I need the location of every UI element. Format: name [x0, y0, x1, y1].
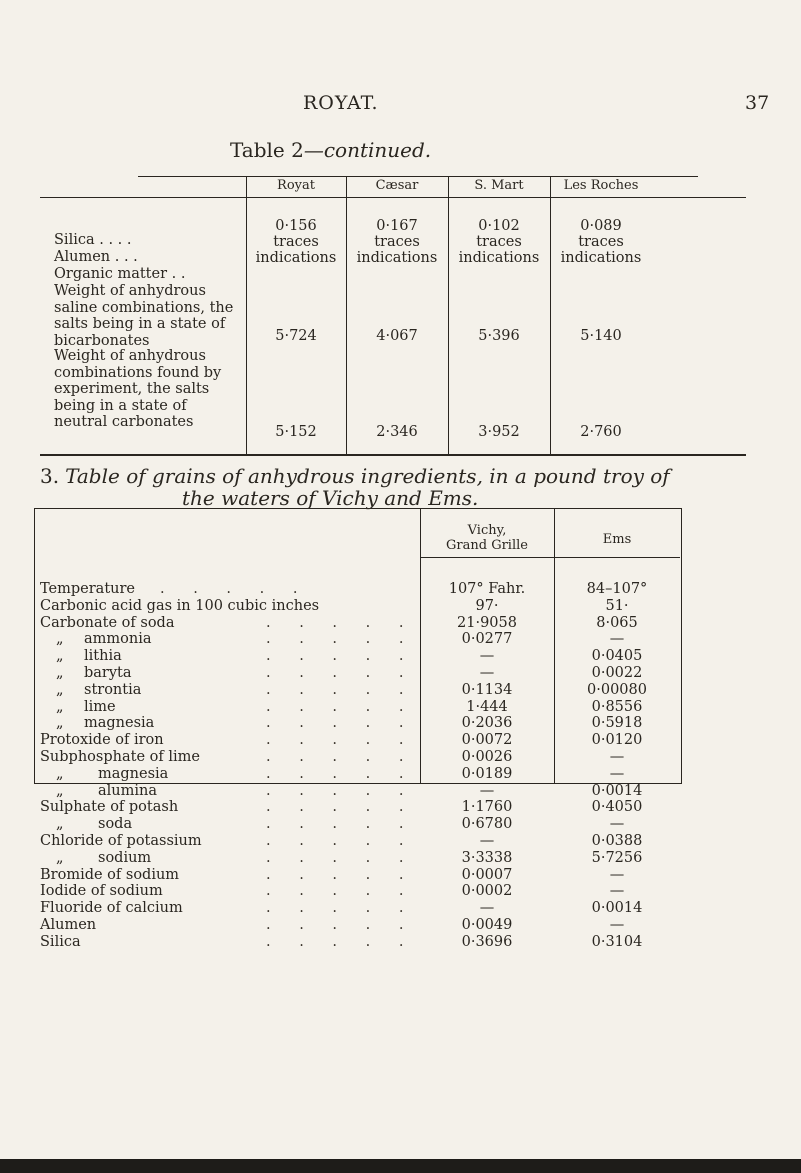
table3-row-label: baryta [84, 664, 132, 681]
table2-cell: indications [560, 250, 642, 266]
table3-row [40, 648, 420, 665]
table2-col-royat: Royat [277, 178, 315, 193]
leader-dots: . . . . . [266, 816, 416, 833]
table3-row-label: Chloride of potassium [40, 832, 202, 849]
table2-cell: 2·760 [580, 424, 622, 440]
table3-vichy-value: — [479, 900, 495, 917]
table3-ems-value: — [609, 816, 625, 833]
table3-row-label: Alumen [40, 916, 97, 933]
ditto-mark: „ [56, 648, 64, 665]
leader-dots: . . . . . [266, 681, 416, 698]
table3-row-label: Bromide of sodium [40, 866, 180, 883]
table3-ems-value: 0·5918 [591, 715, 643, 732]
table3-row-label: Subphosphate of lime [40, 748, 200, 765]
table3-ems-value: — [609, 748, 625, 765]
table3-row [40, 615, 420, 632]
table3-ems-value: — [609, 765, 625, 782]
leader-dots: . . . . . [266, 664, 416, 681]
table3-row-label: Carbonic acid gas in 100 cubic inches [40, 597, 320, 614]
table3-row [40, 715, 420, 732]
leader-dots: . . . . . [266, 732, 416, 749]
leader-dots: . . . . . [266, 631, 416, 648]
table3-row [40, 816, 420, 833]
table3-vichy-value: 0·2036 [461, 715, 513, 732]
table3-row-label: sodium [98, 849, 152, 866]
table2-col-les-roches: Les Roches [563, 178, 639, 193]
table3-row [40, 581, 420, 598]
table3-row [40, 833, 420, 850]
table3-ems-value: 0·0014 [591, 900, 643, 917]
table2 [40, 166, 746, 456]
table3-vichy-value: — [479, 782, 495, 799]
table3-row [40, 883, 420, 900]
section3-title-line2: the waters of Vichy and Ems. [182, 486, 479, 510]
table3-row-label: ammonia [84, 631, 152, 648]
table3-vichy-value: 0·1134 [461, 681, 513, 698]
table3-vichy-value: 0·0002 [461, 883, 513, 900]
table2-caption-prefix: Table 2 [230, 138, 304, 162]
section3-number: 3. [40, 464, 60, 488]
table3-ems-value: 8·065 [596, 614, 638, 631]
table3-ems-value: — [609, 883, 625, 900]
table3-col-vichy [420, 523, 554, 553]
page-number: 37 [745, 92, 770, 114]
table3-vichy-value: — [479, 832, 495, 849]
table2-cell: 3·952 [478, 424, 520, 440]
table3-ems-value: — [609, 866, 625, 883]
table2-cell: 0·089 [580, 218, 622, 234]
table2-cell: traces [273, 234, 319, 250]
table3-vichy-value: 0·0189 [461, 765, 513, 782]
table3-row-labels [40, 581, 420, 951]
leader-dots: . . . . . [266, 849, 416, 866]
table2-caption [230, 138, 431, 162]
leader-dots: . . . . . [266, 715, 416, 732]
ditto-mark: „ [56, 698, 64, 715]
table3-ems-value: 0·00080 [587, 681, 647, 698]
table3-row [40, 699, 420, 716]
table3-row [40, 934, 420, 951]
table2-cell: traces [374, 234, 420, 250]
ditto-mark: „ [56, 849, 64, 866]
table2-cell: traces [476, 234, 522, 250]
ditto-mark: „ [56, 715, 64, 732]
table3-row-label: soda [98, 816, 133, 833]
table3-row [40, 682, 420, 699]
table2-row-label: Silica . . . . [54, 232, 132, 248]
table3-ems-value: 5·7256 [591, 849, 643, 866]
table3-vichy-value: 21·9058 [457, 614, 517, 631]
table3-vichy-value: — [479, 648, 495, 665]
table3-header-rule [420, 557, 680, 558]
table3-vichy-value: 0·0277 [461, 631, 513, 648]
table3-row [40, 665, 420, 682]
table2-cell: 5·152 [275, 424, 317, 440]
table2-cell: 5·140 [580, 328, 622, 344]
table3-col-vichy-name: Vichy, [467, 523, 507, 538]
table3-row-label: lime [84, 698, 116, 715]
table2-caption-suffix: —continued. [303, 138, 432, 162]
leader-dots: . . . . . [266, 866, 416, 883]
table3-ems-value: 0·0022 [591, 664, 643, 681]
table3 [34, 508, 744, 950]
table3-row [40, 867, 420, 884]
leader-dots: . . . . . [266, 782, 416, 799]
leader-dots: . . . . . [266, 832, 416, 849]
table3-ems-value: 0·8556 [591, 698, 643, 715]
table2-cell: indications [255, 250, 337, 266]
table3-vichy-value: 97· [475, 597, 499, 614]
table3-row-label: alumina [98, 782, 157, 799]
table2-cell: 0·156 [275, 218, 317, 234]
table3-vichy-value: 0·0072 [461, 732, 513, 749]
table2-col-caesar: Cæsar [375, 178, 419, 193]
table3-vichy-value: 107° Fahr. [448, 581, 526, 597]
ditto-mark: „ [56, 765, 64, 782]
table3-vichy-value: 0·0049 [461, 916, 513, 933]
table2-cell: 2·346 [376, 424, 418, 440]
table2-cell: indications [458, 250, 540, 266]
ditto-mark: „ [56, 631, 64, 648]
leader-dots: . . . . . [266, 698, 416, 715]
table3-vichy-value: 0·0026 [461, 748, 513, 765]
table3-col-ems: Ems [602, 532, 632, 547]
leader-dots: . . . . . [266, 648, 416, 665]
table3-row-label: lithia [84, 648, 122, 665]
table3-row [40, 766, 420, 783]
table2-top-rule [138, 176, 698, 177]
table2-row-label: Alumen . . . [54, 249, 138, 265]
leader-dots: . . . . . [266, 748, 416, 765]
table2-row-label: Weight of anhydrous combinations found by experiment, the salts being in a state of neutral carbonates [54, 348, 222, 430]
table3-row-label: Sulphate of potash [40, 799, 179, 816]
table3-ems-value: 0·0014 [591, 782, 643, 799]
page-edge-band [0, 1159, 801, 1173]
leader-dots: . . . . . [266, 765, 416, 782]
table3-row-label: strontia [84, 681, 142, 698]
table3-row-label: magnesia [84, 715, 155, 732]
table3-ems-value: 51· [605, 597, 629, 614]
leader-dots: . . . . . [266, 883, 416, 900]
table3-vichy-value: 0·6780 [461, 816, 513, 833]
table3-vichy-value: 0·3696 [461, 933, 513, 950]
table3-vichy-value: 1·444 [466, 698, 508, 715]
leader-dots: . . . . . [266, 614, 416, 631]
table2-row-label: Weight of anhydrous saline combinations, the salts being in a state of bicarbonates [54, 283, 234, 349]
table3-row [40, 749, 420, 766]
ditto-mark: „ [56, 816, 64, 833]
ditto-mark: „ [56, 664, 64, 681]
table3-vichy-values [420, 581, 554, 951]
table3-ems-value: 84–107° [586, 581, 648, 597]
table3-vichy-value: — [479, 664, 495, 681]
table3-ems-value: 0·0388 [591, 832, 643, 849]
table3-row-label: Protoxide of iron [40, 732, 164, 749]
table3-ems-value: 0·0405 [591, 648, 643, 665]
table3-row [40, 850, 420, 867]
table3-row-label: Carbonate of soda [40, 614, 175, 631]
table2-cell: traces [578, 234, 624, 250]
table3-ems-value: — [609, 631, 625, 648]
table3-row-label: magnesia [98, 765, 169, 782]
table3-row-label: Fluoride of calcium [40, 900, 183, 917]
table3-vichy-value: 0·0007 [461, 866, 513, 883]
table3-ems-value: 0·3104 [591, 933, 643, 950]
table3-row [40, 917, 420, 934]
table2-cell: 5·724 [275, 328, 317, 344]
table3-vichy-value: 3·3338 [461, 849, 513, 866]
table3-row-label: Silica [40, 933, 81, 950]
table2-row-label: Organic matter . . [54, 266, 186, 282]
table3-row-label: Temperature [40, 581, 135, 597]
table3-row-label: Iodide of sodium [40, 883, 163, 900]
leader-dots: . . . . . [266, 900, 416, 917]
table3-row [40, 732, 420, 749]
table2-cell: 0·167 [376, 218, 418, 234]
table3-ems-value: 0·0120 [591, 732, 643, 749]
table2-header-rule [40, 197, 746, 198]
leader-dots: . . . . . [266, 916, 416, 933]
running-title: ROYAT. [303, 92, 379, 114]
table3-row [40, 598, 420, 615]
leader-dots: . . . . . [160, 581, 310, 597]
ditto-mark: „ [56, 681, 64, 698]
table3-row [40, 900, 420, 917]
table2-cell: 0·102 [478, 218, 520, 234]
table3-ems-value: 0·4050 [591, 799, 643, 816]
table3-col-vichy-sub: Grand Grille [446, 538, 528, 553]
table3-row [40, 799, 420, 816]
table3-row [40, 631, 420, 648]
leader-dots: . . . . . [266, 933, 416, 950]
table2-cell: 4·067 [376, 328, 418, 344]
table3-vichy-value: 1·1760 [461, 799, 513, 816]
table3-ems-value: — [609, 916, 625, 933]
table2-cell: indications [356, 250, 438, 266]
ditto-mark: „ [56, 782, 64, 799]
table2-cell: 5·396 [478, 328, 520, 344]
table2-col-s-mart: S. Mart [474, 178, 524, 193]
table2-bottom-rule [40, 454, 746, 456]
section3-caption [40, 465, 740, 509]
leader-dots: . . . . . [266, 799, 416, 816]
table3-ems-values [554, 581, 680, 951]
table3-row [40, 783, 420, 800]
section3-title-line1: Table of grains of anhydrous ingredients, in a pound troy of [65, 464, 670, 488]
